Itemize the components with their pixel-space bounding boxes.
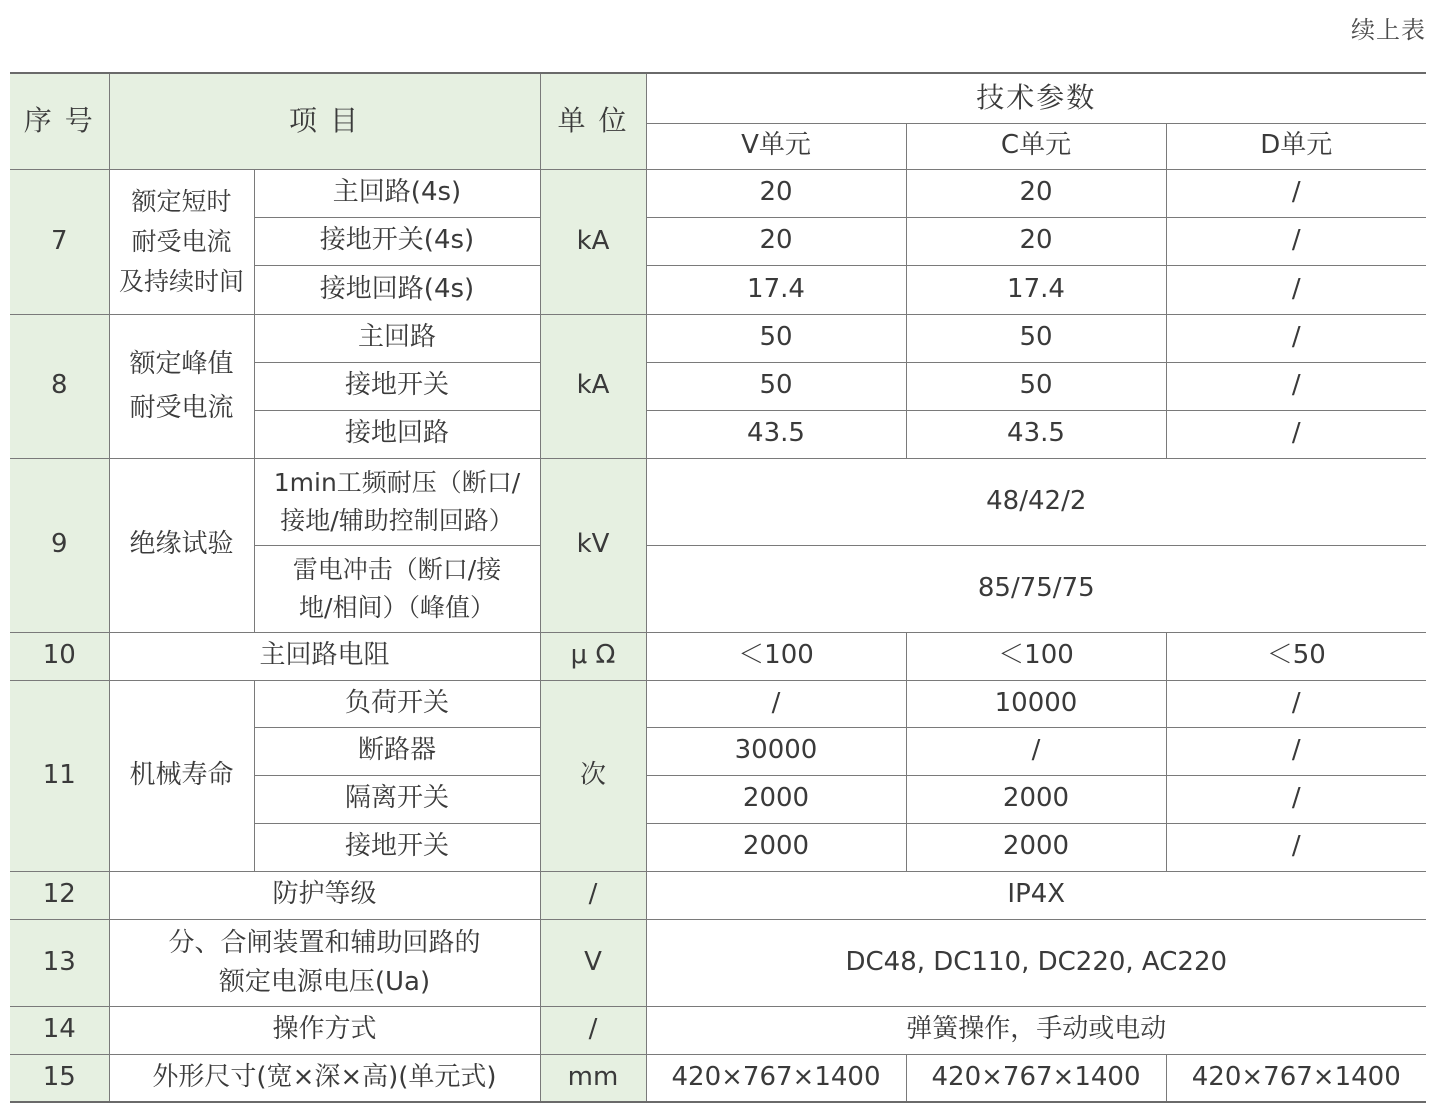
row-unit: μ Ω (540, 632, 646, 680)
cell-v: 50 (646, 362, 906, 410)
row-item-line: 分、合闸装置和辅助回路的 (168, 927, 481, 958)
row-unit: mm (540, 1054, 646, 1102)
cell-c: 50 (906, 314, 1166, 362)
table-row (10, 1054, 1426, 1102)
row-subitem (254, 545, 540, 632)
cell-d: / (1166, 362, 1426, 410)
row-seq: 14 (10, 1006, 109, 1054)
row-subitem: 接地开关 (254, 362, 540, 410)
row-seq: 15 (10, 1054, 109, 1102)
row-item-line: 耐受电流 (131, 226, 232, 256)
row-seq: 10 (10, 632, 109, 680)
row-subitem: 主回路 (254, 314, 540, 362)
cell-v: ＜100 (646, 632, 906, 680)
cell-d: ＜50 (1166, 632, 1426, 680)
table-row (10, 169, 1426, 217)
cell-c: / (906, 727, 1166, 775)
cell-d: / (1166, 314, 1426, 362)
cell-v: 420×767×1400 (646, 1054, 906, 1102)
cell-c: 2000 (906, 823, 1166, 871)
cell-merged-value: IP4X (646, 871, 1426, 919)
row-subitem: 主回路(4s) (254, 169, 540, 217)
row-item-line: 及持续时间 (118, 266, 244, 296)
cell-d: / (1166, 265, 1426, 314)
header-col-c: C单元 (906, 123, 1166, 169)
table-row (10, 314, 1426, 362)
row-item: 绝缘试验 (109, 458, 254, 632)
cell-merged-value: 48/42/2 (646, 458, 1426, 545)
row-subitem-line: 接地/辅助控制回路） (280, 505, 514, 535)
cell-merged-value: DC48, DC110, DC220, AC220 (646, 919, 1426, 1006)
row-subitem-line: 地/相间）（峰值） (299, 592, 495, 622)
table-row (10, 632, 1426, 680)
row-subitem-line: 1min工频耐压（断口/ (273, 468, 521, 497)
cell-d: / (1166, 680, 1426, 727)
row-unit: / (540, 871, 646, 919)
row-unit: kA (540, 314, 646, 458)
cell-c: 2000 (906, 775, 1166, 823)
cell-d: / (1166, 410, 1426, 458)
table-row (10, 871, 1426, 919)
cell-c: 50 (906, 362, 1166, 410)
cell-v: 20 (646, 169, 906, 217)
row-subitem: 接地回路(4s) (254, 265, 540, 314)
cell-c: 20 (906, 169, 1166, 217)
cell-d: / (1166, 823, 1426, 871)
continued-label: 续上表 (1351, 16, 1426, 44)
cell-v: 2000 (646, 775, 906, 823)
row-unit: kV (540, 458, 646, 632)
row-subitem: 断路器 (254, 727, 540, 775)
row-item-line: 额定电源电压(Ua) (218, 966, 431, 997)
cell-v: / (646, 680, 906, 727)
header-seq: 序 号 (10, 73, 109, 169)
row-item (109, 314, 254, 458)
row-seq: 11 (10, 680, 109, 871)
cell-v: 30000 (646, 727, 906, 775)
cell-d: 420×767×1400 (1166, 1054, 1426, 1102)
row-unit: / (540, 1006, 646, 1054)
cell-c: ＜100 (906, 632, 1166, 680)
row-subitem: 接地回路 (254, 410, 540, 458)
row-item: 主回路电阻 (109, 632, 540, 680)
row-subitem (254, 458, 540, 545)
row-seq: 13 (10, 919, 109, 1006)
cell-c: 43.5 (906, 410, 1166, 458)
row-seq: 9 (10, 458, 109, 632)
cell-d: / (1166, 169, 1426, 217)
row-seq: 7 (10, 169, 109, 314)
row-item: 防护等级 (109, 871, 540, 919)
table-row (10, 1006, 1426, 1054)
table-row (10, 458, 1426, 545)
header-col-v: V单元 (646, 123, 906, 169)
cell-merged-value: 85/75/75 (646, 545, 1426, 632)
header-item: 项 目 (109, 73, 540, 169)
row-item: 操作方式 (109, 1006, 540, 1054)
header-unit: 单 位 (540, 73, 646, 169)
cell-v: 2000 (646, 823, 906, 871)
row-item-line: 额定短时 (131, 186, 232, 216)
spec-table (10, 72, 1426, 1103)
row-unit: V (540, 919, 646, 1006)
row-item: 机械寿命 (109, 680, 254, 871)
row-unit: kA (540, 169, 646, 314)
row-item (109, 919, 540, 1006)
cell-d: / (1166, 727, 1426, 775)
cell-v: 17.4 (646, 265, 906, 314)
row-subitem: 接地开关 (254, 823, 540, 871)
row-item: 外形尺寸(宽×深×高)(单元式) (109, 1054, 540, 1102)
row-seq: 8 (10, 314, 109, 458)
row-unit: 次 (540, 680, 646, 871)
header-col-d: D单元 (1166, 123, 1426, 169)
cell-merged-value: 弹簧操作，手动或电动 (646, 1006, 1426, 1054)
row-subitem-line: 雷电冲击（断口/接 (292, 555, 502, 584)
cell-c: 10000 (906, 680, 1166, 727)
cell-c: 17.4 (906, 265, 1166, 314)
cell-v: 50 (646, 314, 906, 362)
header-tech-params: 技术参数 (646, 73, 1426, 123)
row-item-line: 额定峰值 (129, 348, 234, 379)
table-row (10, 919, 1426, 1006)
cell-c: 420×767×1400 (906, 1054, 1166, 1102)
cell-c: 20 (906, 217, 1166, 265)
row-subitem: 接地开关(4s) (254, 217, 540, 265)
cell-v: 20 (646, 217, 906, 265)
row-item-line: 耐受电流 (129, 393, 234, 423)
table-row (10, 680, 1426, 727)
row-seq: 12 (10, 871, 109, 919)
row-subitem: 负荷开关 (254, 680, 540, 727)
cell-v: 43.5 (646, 410, 906, 458)
row-item (109, 169, 254, 314)
row-subitem: 隔离开关 (254, 775, 540, 823)
cell-d: / (1166, 217, 1426, 265)
header-row-1 (10, 73, 1426, 123)
cell-d: / (1166, 775, 1426, 823)
